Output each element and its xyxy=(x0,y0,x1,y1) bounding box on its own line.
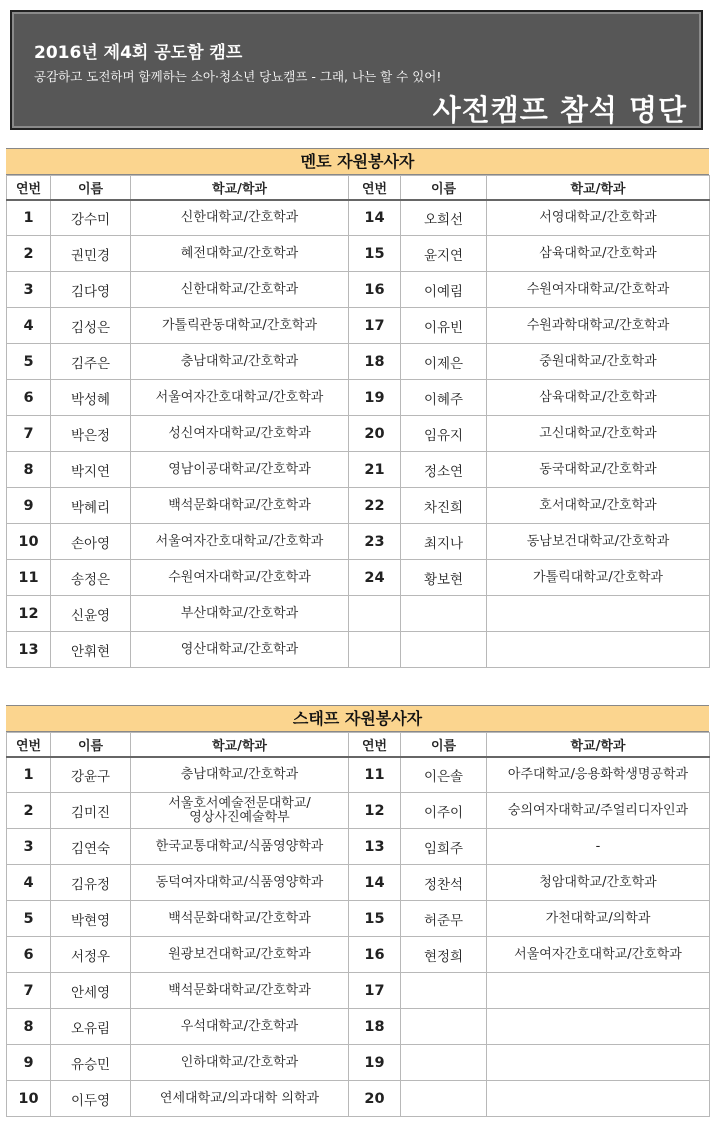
school-department: 가톨릭대학교/간호학과 xyxy=(487,560,710,596)
volunteer-name: 송정은 xyxy=(51,560,131,596)
volunteer-name: 안휘현 xyxy=(51,632,131,668)
row-number: 13 xyxy=(7,632,51,668)
school-department: 서영대학교/간호학과 xyxy=(487,200,710,236)
school-department: 서울여자간호대학교/간호학과 xyxy=(131,380,349,416)
school-department xyxy=(487,1009,710,1045)
row-number: 8 xyxy=(7,452,51,488)
staff-table xyxy=(6,732,710,1117)
row-number: 19 xyxy=(349,1045,401,1081)
mentor-table xyxy=(6,175,710,668)
volunteer-name: 강수미 xyxy=(51,200,131,236)
staff-section-title: 스태프 자원봉사자 xyxy=(6,705,709,732)
table-row xyxy=(7,829,710,865)
volunteer-name: 황보현 xyxy=(401,560,487,596)
school-department: 서울여자간호대학교/간호학과 xyxy=(131,524,349,560)
row-number: 20 xyxy=(349,416,401,452)
row-number xyxy=(349,596,401,632)
volunteer-name: 손아영 xyxy=(51,524,131,560)
mentor-section xyxy=(6,148,709,668)
table-row xyxy=(7,901,710,937)
volunteer-name: 김연숙 xyxy=(51,829,131,865)
table-row xyxy=(7,1009,710,1045)
row-number: 24 xyxy=(349,560,401,596)
camp-title: 2016년 제4회 공도함 캠프 xyxy=(34,43,243,63)
school-department: 서울여자간호대학교/간호학과 xyxy=(487,937,710,973)
staff-header-row xyxy=(7,733,710,757)
row-number: 12 xyxy=(7,596,51,632)
row-number: 1 xyxy=(7,757,51,793)
row-number: 4 xyxy=(7,865,51,901)
table-row xyxy=(7,272,710,308)
row-number: 1 xyxy=(7,200,51,236)
volunteer-name: 윤지연 xyxy=(401,236,487,272)
row-number: 11 xyxy=(349,757,401,793)
row-number: 7 xyxy=(7,973,51,1009)
volunteer-name: 박지연 xyxy=(51,452,131,488)
row-number: 14 xyxy=(349,200,401,236)
row-number: 22 xyxy=(349,488,401,524)
volunteer-name: 오희선 xyxy=(401,200,487,236)
school-department xyxy=(487,1081,710,1117)
volunteer-name: 박현영 xyxy=(51,901,131,937)
school-department: 삼육대학교/간호학과 xyxy=(487,236,710,272)
volunteer-name: 정찬석 xyxy=(401,865,487,901)
school-department: 수원과학대학교/간호학과 xyxy=(487,308,710,344)
row-number: 9 xyxy=(7,1045,51,1081)
school-department: 가톨릭관동대학교/간호학과 xyxy=(131,308,349,344)
school-department: 동국대학교/간호학과 xyxy=(487,452,710,488)
column-header: 이름 xyxy=(401,733,487,757)
school-department: 영산대학교/간호학과 xyxy=(131,632,349,668)
school-department: 호서대학교/간호학과 xyxy=(487,488,710,524)
volunteer-name: 김주은 xyxy=(51,344,131,380)
school-department: 부산대학교/간호학과 xyxy=(131,596,349,632)
volunteer-name: 이예림 xyxy=(401,272,487,308)
row-number: 23 xyxy=(349,524,401,560)
school-department: 한국교통대학교/식품영양학과 xyxy=(131,829,349,865)
row-number: 13 xyxy=(349,829,401,865)
volunteer-name: 이두영 xyxy=(51,1081,131,1117)
school-department xyxy=(487,596,710,632)
volunteer-name: 김다영 xyxy=(51,272,131,308)
volunteer-name: 이유빈 xyxy=(401,308,487,344)
school-department: - xyxy=(487,829,710,865)
camp-subtitle: 공감하고 도전하며 함께하는 소아·청소년 당뇨캠프 - 그래, 나는 할 수 있어! xyxy=(34,69,442,84)
column-header: 연번 xyxy=(7,733,51,757)
school-department: 서울호서예술전문대학교/ 영상사진예술학부 xyxy=(131,793,349,829)
column-header: 학교/학과 xyxy=(131,176,349,200)
school-department: 중원대학교/간호학과 xyxy=(487,344,710,380)
row-number: 15 xyxy=(349,236,401,272)
volunteer-name: 박혜리 xyxy=(51,488,131,524)
school-department: 신한대학교/간호학과 xyxy=(131,272,349,308)
volunteer-name: 임유지 xyxy=(401,416,487,452)
school-department: 충남대학교/간호학과 xyxy=(131,757,349,793)
school-department: 고신대학교/간호학과 xyxy=(487,416,710,452)
row-number: 10 xyxy=(7,524,51,560)
row-number: 20 xyxy=(349,1081,401,1117)
table-row xyxy=(7,344,710,380)
volunteer-name: 이주이 xyxy=(401,793,487,829)
row-number: 15 xyxy=(349,901,401,937)
school-department: 영남이공대학교/간호학과 xyxy=(131,452,349,488)
row-number: 18 xyxy=(349,344,401,380)
volunteer-name: 유승민 xyxy=(51,1045,131,1081)
school-department: 숭의여자대학교/주얼리디자인과 xyxy=(487,793,710,829)
school-department xyxy=(487,632,710,668)
table-row xyxy=(7,308,710,344)
table-row xyxy=(7,973,710,1009)
mentor-header-row xyxy=(7,176,710,200)
volunteer-name xyxy=(401,1045,487,1081)
table-row xyxy=(7,1045,710,1081)
school-department: 아주대학교/응용화학생명공학과 xyxy=(487,757,710,793)
column-header: 연번 xyxy=(349,176,401,200)
row-number: 2 xyxy=(7,793,51,829)
row-number: 10 xyxy=(7,1081,51,1117)
column-header: 학교/학과 xyxy=(131,733,349,757)
school-department: 가천대학교/의학과 xyxy=(487,901,710,937)
row-number: 6 xyxy=(7,937,51,973)
school-department: 성신여자대학교/간호학과 xyxy=(131,416,349,452)
table-row xyxy=(7,632,710,668)
volunteer-name: 서정우 xyxy=(51,937,131,973)
volunteer-name: 김유정 xyxy=(51,865,131,901)
school-department: 충남대학교/간호학과 xyxy=(131,344,349,380)
row-number: 11 xyxy=(7,560,51,596)
table-row xyxy=(7,236,710,272)
table-row xyxy=(7,380,710,416)
table-row xyxy=(7,596,710,632)
school-department: 신한대학교/간호학과 xyxy=(131,200,349,236)
school-department: 연세대학교/의과대학 의학과 xyxy=(131,1081,349,1117)
volunteer-name xyxy=(401,1009,487,1045)
row-number: 19 xyxy=(349,380,401,416)
volunteer-name: 최지나 xyxy=(401,524,487,560)
column-header: 학교/학과 xyxy=(487,733,710,757)
table-row xyxy=(7,452,710,488)
mentor-section-title: 멘토 자원봉사자 xyxy=(6,148,709,175)
school-department: 청암대학교/간호학과 xyxy=(487,865,710,901)
school-department: 동덕여자대학교/식품영양학과 xyxy=(131,865,349,901)
staff-section xyxy=(6,705,709,1117)
row-number: 8 xyxy=(7,1009,51,1045)
row-number: 4 xyxy=(7,308,51,344)
table-row xyxy=(7,1081,710,1117)
volunteer-name: 강윤구 xyxy=(51,757,131,793)
school-department: 동남보건대학교/간호학과 xyxy=(487,524,710,560)
header-banner xyxy=(10,10,703,130)
volunteer-name: 오유림 xyxy=(51,1009,131,1045)
school-department: 백석문화대학교/간호학과 xyxy=(131,973,349,1009)
table-row xyxy=(7,488,710,524)
row-number: 21 xyxy=(349,452,401,488)
table-row xyxy=(7,757,710,793)
school-department: 수원여자대학교/간호학과 xyxy=(487,272,710,308)
volunteer-name xyxy=(401,632,487,668)
volunteer-name: 차진희 xyxy=(401,488,487,524)
volunteer-name: 이제은 xyxy=(401,344,487,380)
volunteer-name: 박은정 xyxy=(51,416,131,452)
row-number: 16 xyxy=(349,272,401,308)
mentor-table-body xyxy=(7,200,710,668)
school-department: 인하대학교/간호학과 xyxy=(131,1045,349,1081)
volunteer-name: 현정희 xyxy=(401,937,487,973)
volunteer-name: 이혜주 xyxy=(401,380,487,416)
table-row xyxy=(7,865,710,901)
row-number xyxy=(349,632,401,668)
volunteer-name: 허준무 xyxy=(401,901,487,937)
volunteer-name xyxy=(401,596,487,632)
column-header: 연번 xyxy=(349,733,401,757)
row-number: 9 xyxy=(7,488,51,524)
row-number: 14 xyxy=(349,865,401,901)
row-number: 17 xyxy=(349,308,401,344)
volunteer-name: 정소연 xyxy=(401,452,487,488)
school-department: 백석문화대학교/간호학과 xyxy=(131,901,349,937)
column-header: 학교/학과 xyxy=(487,176,710,200)
school-department xyxy=(487,973,710,1009)
row-number: 2 xyxy=(7,236,51,272)
volunteer-name xyxy=(401,973,487,1009)
column-header: 이름 xyxy=(51,733,131,757)
volunteer-name: 이은솔 xyxy=(401,757,487,793)
row-number: 5 xyxy=(7,344,51,380)
school-department: 백석문화대학교/간호학과 xyxy=(131,488,349,524)
volunteer-name xyxy=(401,1081,487,1117)
table-row xyxy=(7,793,710,829)
school-department: 원광보건대학교/간호학과 xyxy=(131,937,349,973)
volunteer-name: 박성혜 xyxy=(51,380,131,416)
table-row xyxy=(7,200,710,236)
page-title: 사전캠프 참석 명단 xyxy=(432,93,687,127)
volunteer-name: 신윤영 xyxy=(51,596,131,632)
row-number: 3 xyxy=(7,272,51,308)
school-department: 우석대학교/간호학과 xyxy=(131,1009,349,1045)
table-row xyxy=(7,416,710,452)
table-row xyxy=(7,524,710,560)
volunteer-name: 권민경 xyxy=(51,236,131,272)
table-row xyxy=(7,937,710,973)
school-department: 삼육대학교/간호학과 xyxy=(487,380,710,416)
row-number: 3 xyxy=(7,829,51,865)
volunteer-name: 김미진 xyxy=(51,793,131,829)
volunteer-name: 임희주 xyxy=(401,829,487,865)
column-header: 연번 xyxy=(7,176,51,200)
school-department: 혜전대학교/간호학과 xyxy=(131,236,349,272)
row-number: 18 xyxy=(349,1009,401,1045)
school-department xyxy=(487,1045,710,1081)
row-number: 7 xyxy=(7,416,51,452)
row-number: 16 xyxy=(349,937,401,973)
school-department: 수원여자대학교/간호학과 xyxy=(131,560,349,596)
row-number: 6 xyxy=(7,380,51,416)
table-row xyxy=(7,560,710,596)
column-header: 이름 xyxy=(401,176,487,200)
volunteer-name: 김성은 xyxy=(51,308,131,344)
row-number: 17 xyxy=(349,973,401,1009)
volunteer-name: 안세영 xyxy=(51,973,131,1009)
row-number: 12 xyxy=(349,793,401,829)
column-header: 이름 xyxy=(51,176,131,200)
staff-table-body xyxy=(7,757,710,1117)
row-number: 5 xyxy=(7,901,51,937)
